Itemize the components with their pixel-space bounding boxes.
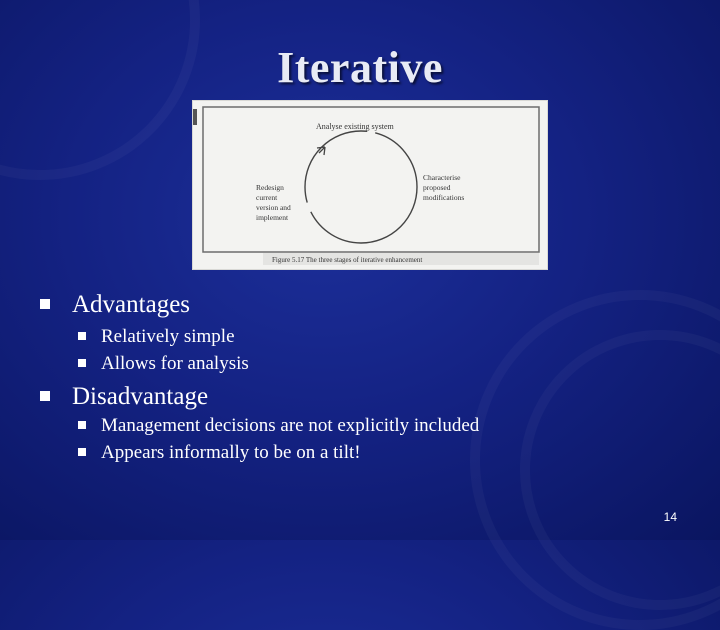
page-number: 14 xyxy=(663,510,677,524)
figure-caption: Figure 5.17 The three stages of iterative enhancement xyxy=(272,256,423,264)
square-bullet-icon xyxy=(40,299,50,309)
square-bullet-icon xyxy=(40,391,50,401)
square-bullet-icon xyxy=(78,332,86,340)
sub-bullet xyxy=(78,441,361,465)
figure-edge-mark xyxy=(193,109,197,125)
sub-bullet xyxy=(78,352,249,376)
figure-diagram xyxy=(193,101,547,269)
label-redesign: Redesign current version and implement xyxy=(256,183,291,222)
iterative-enhancement-figure xyxy=(193,101,547,269)
sub-bullet-text: Management decisions are not explicitly included xyxy=(101,415,480,436)
sub-bullet-text: Appears informally to be on a tilt! xyxy=(101,442,361,463)
bullet-label: Disadvantage xyxy=(72,383,209,410)
label-characterise: Characterise proposed modifications xyxy=(423,173,465,202)
label-analyse: Analyse existing system xyxy=(316,122,394,131)
sub-bullet xyxy=(78,325,235,349)
sub-bullet xyxy=(78,414,479,438)
bullet-advantages xyxy=(40,290,190,320)
sub-bullet-text: Relatively simple xyxy=(101,326,235,347)
square-bullet-icon xyxy=(78,448,86,456)
sub-bullet-text: Allows for analysis xyxy=(101,353,249,374)
square-bullet-icon xyxy=(78,421,86,429)
bullet-disadvantage xyxy=(40,382,208,412)
bullet-label: Advantages xyxy=(72,291,191,318)
slide-title: Iterative xyxy=(277,43,443,92)
square-bullet-icon xyxy=(78,359,86,367)
